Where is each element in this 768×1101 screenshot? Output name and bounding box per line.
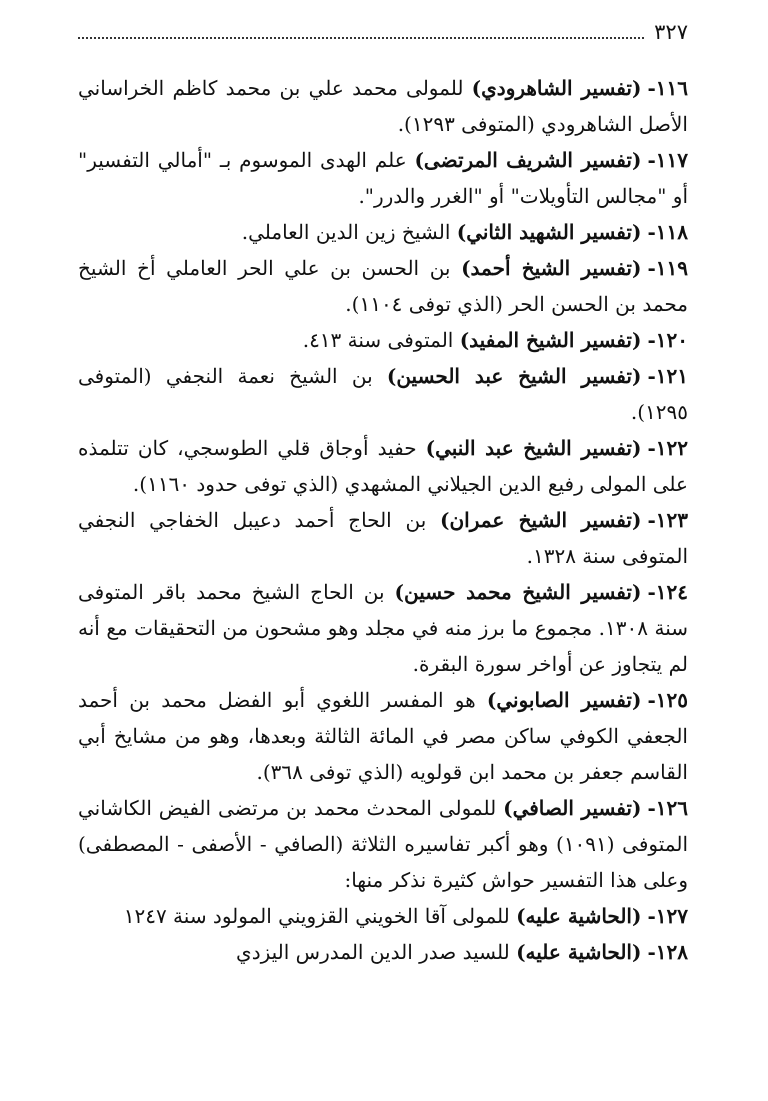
entry-number: ١٢٣ [655,508,688,532]
entry-number: ١٢٦ [655,796,688,820]
entry-body: بن الحسن بن علي الحر العاملي أخ الشيخ محمد بن الحسن الحر (الذي توفى ١١٠٤). [78,256,688,316]
entry-title: (تفسير الشيخ محمد حسين) [394,580,642,604]
entry-number: ١٢٢ [655,436,688,460]
entry-body: للمولى آقا الخويني القزويني المولود سنة ١٢٤٧ [123,904,517,928]
entry-body: للسيد صدر الدين المدرس اليزدي [236,940,517,964]
page-number: ٣٢٧ [654,20,688,44]
list-item: ١١٩-(تفسير الشيخ أحمد) بن الحسن بن علي الحر العاملي أخ الشيخ محمد بن الحسن الحر (الذي توفى ١١٠٤). [78,256,688,316]
list-item: ١٢٠-(تفسير الشيخ المفيد) المتوفى سنة ٤١٣. [302,328,688,352]
list-item: ١٢٨-(الحاشية عليه) للسيد صدر الدين المدرس اليزدي [236,940,688,964]
page-header [78,20,688,64]
entry-number: ١١٧ [655,148,689,172]
entry-number: ١٢٠ [655,328,688,352]
entry-body: الشيخ زين الدين العاملي. [241,220,457,244]
list-item: ١٢٧-(الحاشية عليه) للمولى آقا الخويني القزويني المولود سنة ١٢٤٧ [123,904,688,928]
entry-title: (تفسير الشهيد الثاني) [456,220,642,244]
entry-body: بن الحاج الشيخ محمد باقر المتوفى سنة ١٣٠٨. مجموع ما برز منه في مجلد وهو مشحون من التحقيقات مع أنه لم يتجاوز عن أواخر سورة البقرة. [78,580,688,676]
entry-title: (تفسير الصافي) [503,796,642,820]
entry-title: (تفسير الشيخ أحمد) [461,256,642,280]
entry-body: بن الشيخ نعمة النجفي (المتوفى ١٢٩٥). [78,364,688,424]
entry-body: حفيد أوجاق قلي الطوسجي، كان تتلمذه على المولى رفيع الدين الجيلاني المشهدي (الذي توفى حدود ١١٦٠). [78,436,688,496]
entry-body: للمولى محمد علي بن محمد كاظم الخراساني الأصل الشاهرودي (المتوفى ١٢٩٣). [78,76,688,136]
entry-body: للمولى المحدث محمد بن مرتضى الفيض الكاشاني المتوفى (١٠٩١) وهو أكبر تفاسيره الثلاثة (الصافي - الأصفى - المصطفى) وعلى هذا التفسير حواش كثيرة نذكر منها: [78,796,688,892]
list-item: ١٢٥-(تفسير الصابوني) هو المفسر اللغوي أبو الفضل محمد بن أحمد الجعفي الكوفي ساكن مصر في المائة الثالثة وبعدها، وهو من مشايخ أبي القاسم جعفر بن محمد ابن قولويه (الذي توفى ٣٦٨). [78,688,688,784]
entry-body: هو المفسر اللغوي أبو الفضل محمد بن أحمد الجعفي الكوفي ساكن مصر في المائة الثالثة وبعدها، وهو من مشايخ أبي القاسم جعفر بن محمد ابن قولويه (الذي توفى ٣٦٨). [78,688,688,784]
entry-number: ١٢١ [655,364,688,388]
entry-number: ١١٩ [655,256,688,280]
document-page [78,20,688,970]
entry-number: ١١٨ [655,220,688,244]
entry-title: (تفسير الشاهرودي) [471,76,642,100]
entry-title: (تفسير الشيخ المفيد) [459,328,642,352]
entry-title: (تفسير الشريف المرتضى) [414,148,642,172]
entry-title: (الحاشية عليه) [516,940,642,964]
entry-title: (الحاشية عليه) [516,904,642,928]
entry-title: (تفسير الشيخ عبد النبي) [425,436,642,460]
dotted-leader [78,37,644,39]
entry-body: علم الهدى الموسوم بـ "أمالي التفسير" أو "مجالس التأويلات" أو "الغرر والدرر". [78,148,688,208]
list-item: ١٢٣-(تفسير الشيخ عمران) بن الحاج أحمد دعيبل الخفاجي النجفي المتوفى سنة ١٣٢٨. [78,508,688,568]
entry-list [78,70,688,970]
entry-number: ١٢٧ [655,904,688,928]
list-item: ١٢٤-(تفسير الشيخ محمد حسين) بن الحاج الشيخ محمد باقر المتوفى سنة ١٣٠٨. مجموع ما برز منه في مجلد وهو مشحون من التحقيقات مع أنه لم يتجاوز عن أواخر سورة البقرة. [78,580,688,676]
entry-body: المتوفى سنة ٤١٣. [302,328,460,352]
entry-number: ١٢٥ [655,688,688,712]
entry-body: بن الحاج أحمد دعيبل الخفاجي النجفي المتوفى سنة ١٣٢٨. [78,508,688,568]
entry-title: (تفسير الشيخ عبد الحسين) [386,364,642,388]
entry-number: ١٢٨ [655,940,688,964]
list-item: ١٢٦-(تفسير الصافي) للمولى المحدث محمد بن مرتضى الفيض الكاشاني المتوفى (١٠٩١) وهو أكبر تفاسيره الثلاثة (الصافي - الأصفى - المصطفى) وعلى هذا التفسير حواش كثيرة نذكر منها: [78,796,688,892]
list-item: ١٢١-(تفسير الشيخ عبد الحسين) بن الشيخ نعمة النجفي (المتوفى ١٢٩٥). [78,364,688,424]
entry-title: (تفسير الشيخ عمران) [440,508,642,532]
entry-number: ١٢٤ [655,580,688,604]
list-item: ١١٨-(تفسير الشهيد الثاني) الشيخ زين الدين العاملي. [241,220,688,244]
list-item: ١١٦-(تفسير الشاهرودي) للمولى محمد علي بن محمد كاظم الخراساني الأصل الشاهرودي (المتوفى ١٢٩٣). [78,76,688,136]
entry-number: ١١٦ [655,76,688,100]
entry-title: (تفسير الصابوني) [486,688,642,712]
list-item: ١٢٢-(تفسير الشيخ عبد النبي) حفيد أوجاق قلي الطوسجي، كان تتلمذه على المولى رفيع الدين الجيلاني المشهدي (الذي توفى حدود ١١٦٠). [78,436,688,496]
list-item: ١١٧-(تفسير الشريف المرتضى) علم الهدى الموسوم بـ "أمالي التفسير" أو "مجالس التأويلات" أو "الغرر والدرر". [78,148,689,208]
